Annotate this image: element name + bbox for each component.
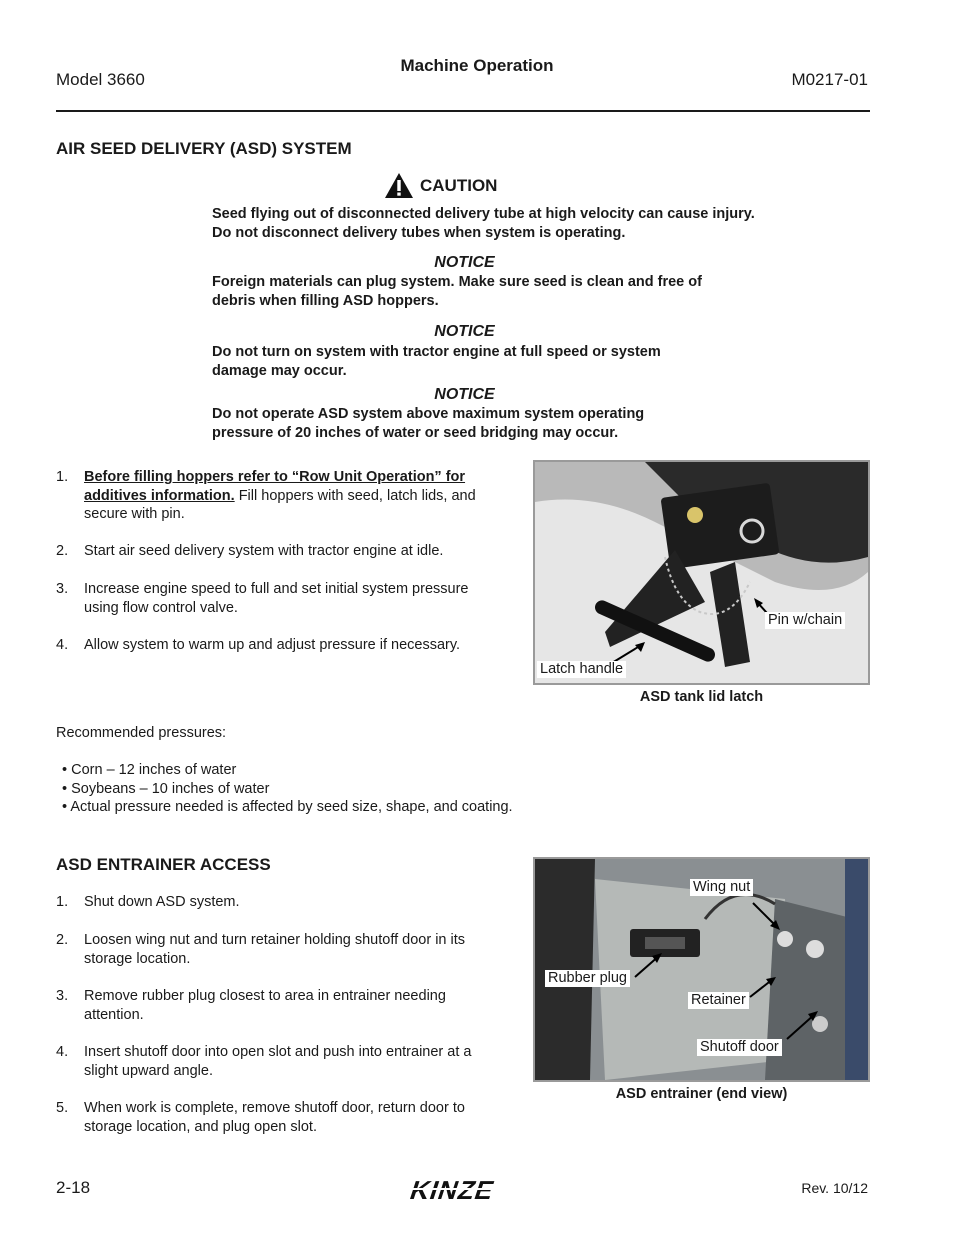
- section-title: Machine Operation: [400, 56, 554, 75]
- notice-text-1: Foreign materials can plug system. Make sure seed is clean and free of debris when filling ASD hoppers.: [212, 274, 702, 309]
- kinze-logo-icon: [402, 1175, 524, 1205]
- caution-label: CAUTION: [420, 175, 498, 195]
- bullet-text: Actual pressure needed is affected by seed size, shape, and coating.: [70, 799, 513, 815]
- caution-heading: [384, 172, 497, 199]
- list-item: • Soybeans – 10 inches of water: [62, 780, 270, 797]
- rubber-plug-label: Rubber plug: [545, 970, 630, 987]
- step-text: Loosen wing nut and turn retainer holding shutoff door in its storage location.: [84, 932, 466, 967]
- latch-handle-label: Latch handle: [537, 661, 626, 678]
- asd-system-heading: AIR SEED DELIVERY (ASD) SYSTEM: [56, 139, 352, 158]
- asd-steps-list: [56, 468, 501, 668]
- notice-label-1: NOTICE: [434, 254, 495, 271]
- step-number: 1.: [56, 469, 69, 485]
- kinze-logo: [402, 1175, 524, 1210]
- step-number: 2.: [56, 932, 69, 948]
- step-text-rest: Fill hoppers with seed, latch lids, and secure with pin.: [84, 487, 476, 522]
- entrainer-steps-list: [56, 893, 501, 1143]
- wing-nut-label: Wing nut: [690, 879, 753, 896]
- notice-text-2: Do not turn on system with tractor engine at full speed or system damage may occur.: [212, 344, 661, 379]
- tank-lid-latch-photo: [533, 460, 870, 685]
- bullet-text: Soybeans – 10 inches of water: [71, 780, 270, 797]
- step-reference: Before filling hoppers refer to “Row Unit Operation” for additives information.: [84, 469, 466, 504]
- step-number: 3.: [56, 581, 69, 597]
- pressure-list: [62, 761, 762, 817]
- step-text: Increase engine speed to full and set initial system pressure using flow control valve.: [84, 581, 469, 616]
- list-item: • Corn – 12 inches of water: [62, 762, 237, 778]
- step-number: 5.: [56, 1100, 69, 1116]
- step-number: 4.: [56, 1044, 69, 1060]
- bullet-text: Corn – 12 inches of water: [71, 762, 237, 778]
- latch-caption: ASD tank lid latch: [639, 689, 764, 705]
- revision-label: Rev. 10/12: [801, 1180, 868, 1196]
- doc-number: M0217-01: [791, 70, 868, 89]
- step-text: Start air seed delivery system with tractor engine at idle.: [84, 543, 444, 559]
- entrainer-photo: [533, 857, 870, 1082]
- retainer-label: Retainer: [688, 992, 749, 1009]
- recommended-label: Recommended pressures:: [56, 725, 227, 741]
- step-number: 3.: [56, 988, 69, 1004]
- notice-text-3: Do not operate ASD system above maximum system operating pressure of 20 inches of water or seed bridging may occur.: [212, 406, 645, 441]
- pin-chain-label: Pin w/chain: [765, 612, 845, 629]
- notice-label-3: NOTICE: [434, 386, 495, 403]
- entrainer-access-heading: ASD ENTRAINER ACCESS: [56, 855, 271, 874]
- step-text: [84, 468, 499, 524]
- page-number: 2-18: [56, 1178, 91, 1197]
- header-rule: [56, 110, 870, 112]
- step-text: Insert shutoff door into open slot and push into entrainer at a slight upward angle.: [84, 1044, 472, 1079]
- caution-text: Seed flying out of disconnected delivery tube at high velocity can cause injury. Do not disconnect delivery tubes when system is operating.: [212, 206, 755, 241]
- entrainer-caption: ASD entrainer (end view): [615, 1086, 788, 1102]
- step-number: 4.: [56, 637, 69, 653]
- list-item: • Actual pressure needed is affected by seed size, shape, and coating.: [62, 799, 513, 815]
- shutoff-door-label: Shutoff door: [697, 1039, 782, 1056]
- step-number: 2.: [56, 543, 69, 559]
- warning-triangle-icon: [384, 172, 414, 199]
- step-text: Remove rubber plug closest to area in entrainer needing attention.: [84, 988, 446, 1023]
- step-text: When work is complete, remove shutoff door, return door to storage location, and plug open slot.: [84, 1100, 465, 1135]
- step-number: 1.: [56, 894, 69, 910]
- latch-photo-drawing: [535, 462, 868, 683]
- kinze-logo-text: KINZE: [406, 1175, 499, 1205]
- step-text: Allow system to warm up and adjust pressure if necessary.: [84, 637, 461, 653]
- step-text: Shut down ASD system.: [84, 894, 240, 910]
- model-label: Model 3660: [56, 70, 145, 89]
- notice-label-2: NOTICE: [434, 323, 495, 340]
